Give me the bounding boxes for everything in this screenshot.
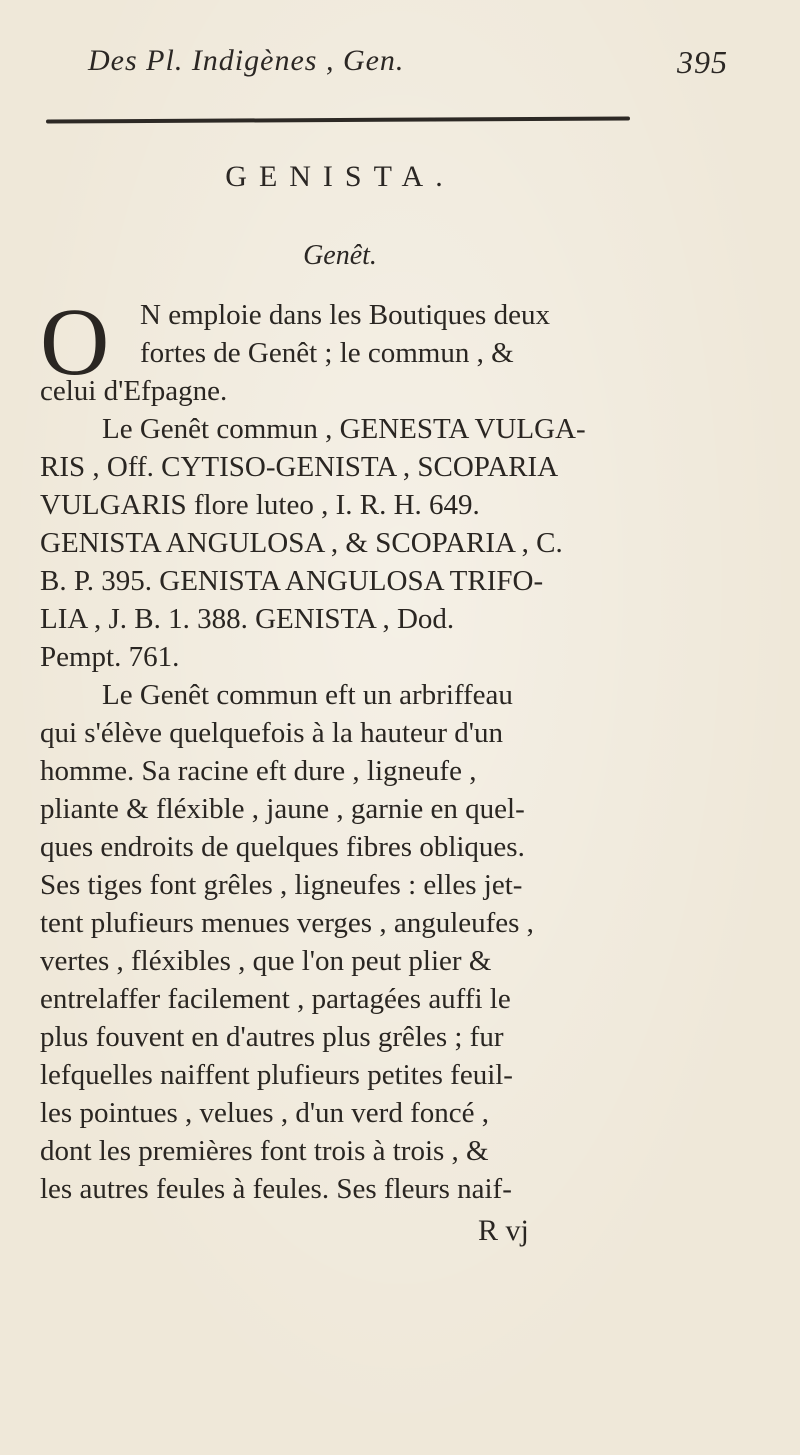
text-line: B. P. 395. GENISTA ANGULOSA TRIFO- <box>40 565 544 597</box>
text-line: pliante & fléxible , jaune , garnie en quel- <box>40 793 525 825</box>
text-line: fortes de Genêt ; le commun , & <box>140 337 514 369</box>
text-line: Ses tiges font grêles , ligneufes : elles jet- <box>40 869 523 901</box>
text-line: homme. Sa racine eft dure , ligneufe , <box>40 755 477 787</box>
text-line: Le Genêt commun eft un arbriffeau <box>102 679 513 711</box>
running-head <box>88 44 728 94</box>
text-line: GENISTA ANGULOSA , & SCOPARIA , C. <box>40 527 563 559</box>
text-line: les autres feules à feules. Ses fleurs naif- <box>40 1173 512 1205</box>
text-line: vertes , fléxibles , que l'on peut plier & <box>40 945 492 977</box>
page-number: 395 <box>677 44 728 80</box>
text-line: ques endroits de quelques fibres obliques. <box>40 831 525 863</box>
text-line: lefquelles naiffent plufieurs petites feuil- <box>40 1059 513 1091</box>
text-line: LIA , J. B. 1. 388. GENISTA , Dod. <box>40 603 455 635</box>
text-line: celui d'Efpagne. <box>40 375 228 407</box>
text-line: Pempt. 761. <box>40 641 180 673</box>
text-line: tent plufieurs menues verges , anguleufes , <box>40 907 534 939</box>
text-line: N emploie dans les Boutiques deux <box>140 299 550 331</box>
signature-mark: R vj <box>478 1214 529 1247</box>
header-rule <box>46 116 630 123</box>
body-text <box>40 288 660 1208</box>
section-title: GENISTA. <box>225 160 455 193</box>
text-line: entrelaffer facilement , partagées auffi le <box>40 983 511 1015</box>
text-line: RIS , Off. CYTISO-GENISTA , SCOPARIA <box>40 451 559 483</box>
text-line: plus fouvent en d'autres plus grêles ; fur <box>40 1021 504 1053</box>
text-line: dont les premières font trois à trois , & <box>40 1135 489 1167</box>
text-line: les pointues , velues , d'un verd foncé , <box>40 1097 489 1129</box>
text-line: qui s'élève quelquefois à la hauteur d'un <box>40 717 504 749</box>
text-line: VULGARIS flore luteo , I. R. H. 649. <box>40 489 480 521</box>
text-line: Le Genêt commun , GENESTA VULGA- <box>102 413 586 445</box>
drop-capital: O <box>40 288 110 395</box>
running-head-title: Des Pl. Indigènes , Gen. <box>88 44 405 77</box>
section-subtitle: Genêt. <box>303 240 377 271</box>
